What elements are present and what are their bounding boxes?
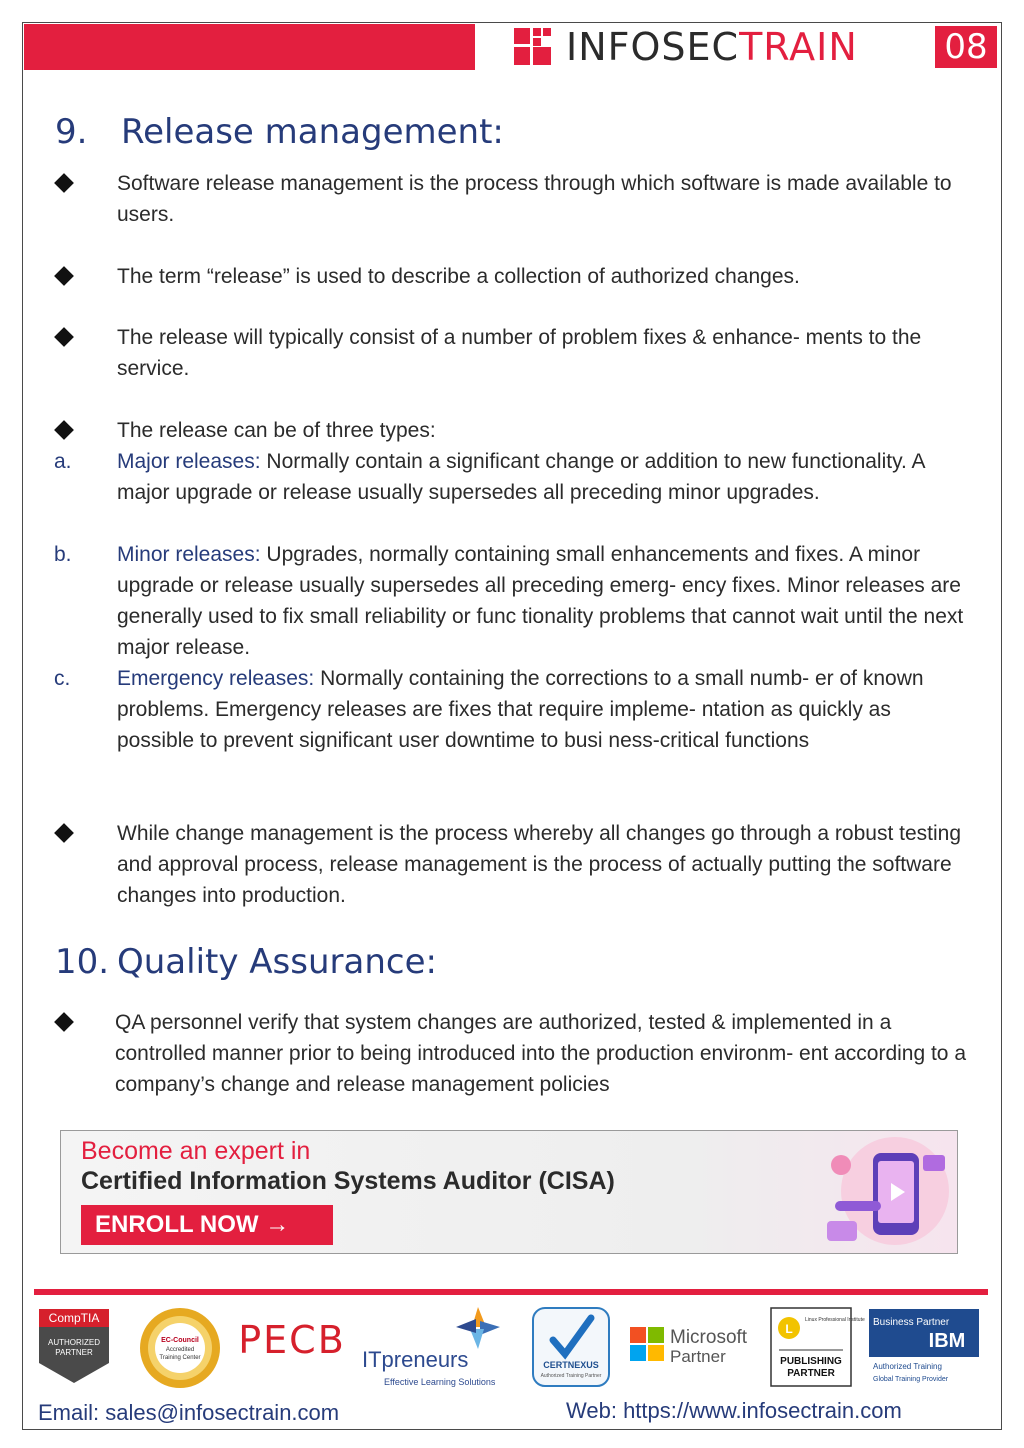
section-heading-release-management	[55, 112, 504, 152]
release-type-emergency	[117, 663, 967, 756]
comptia-name: CompTIA	[48, 1311, 100, 1325]
release-type-label: Minor releases:	[117, 543, 261, 566]
footer-divider	[34, 1289, 988, 1295]
footer-email[interactable]: Email: sales@infosectrain.com	[38, 1400, 340, 1425]
list-letter: c.	[54, 667, 71, 690]
lpi-sub2: PARTNER	[787, 1368, 835, 1379]
microsoft-sub: Partner	[670, 1347, 726, 1366]
bullet-text: The term “release” is used to describe a collection of authorized changes.	[117, 265, 800, 288]
section-number: 9.	[55, 112, 88, 152]
microsoft-name: Microsoft	[670, 1327, 748, 1348]
ec-council-sub2: Training Center	[159, 1355, 201, 1361]
comptia-sub1: AUTHORIZED	[48, 1338, 100, 1347]
bullet-text: While change management is the process whereby all changes go through a robust testing and approval process, release management is the process of actually putting the software changes into production.	[117, 822, 961, 907]
banner-tagline: Become an expert in	[81, 1137, 311, 1165]
bullet-text: The release will typically consist of a number of problem fixes & enhance- ments to the service.	[117, 326, 922, 380]
lpi-sub1: PUBLISHING	[780, 1356, 842, 1367]
lpi-name: Linux Professional Institute	[805, 1317, 865, 1323]
page-number: 08	[935, 26, 997, 68]
comptia-sub2: PARTNER	[55, 1348, 93, 1357]
release-type-major	[117, 446, 967, 508]
itpreneurs-tagline: Effective Learning Solutions	[384, 1377, 496, 1387]
list-letter: b.	[54, 543, 72, 566]
brand-name-infosec: INFOSEC	[566, 25, 740, 69]
bullet-text: QA personnel verify that system changes are authorized, tested & implemented in a controlled manner prior to being introduced into the production environm- ent according to a company’s change and release management policies	[115, 1011, 967, 1096]
section-heading-quality-assurance	[55, 942, 437, 982]
release-type-text: Upgrades, normally containing small enhancements and fixes. A minor upgrade or release usually supersedes all preceding emerg- ency fixes. Minor releases are generally used to fix small reliability or func tionality problems that cannot wait until the next major release.	[117, 543, 964, 659]
itpreneurs-partner-logo	[360, 1305, 520, 1389]
lpi-partner-logo	[768, 1305, 865, 1389]
ibm-name: IBM	[928, 1330, 966, 1352]
release-type-text: Normally contain a significant change or addition to new functionality. A major upgrade or release usually supersedes all preceding minor upgrades.	[117, 450, 925, 504]
banner-course-title: Certified Information Systems Auditor (CISA)	[81, 1167, 615, 1195]
infosectrain-logo	[514, 26, 858, 68]
pecb-partner-logo: PECB	[238, 1318, 346, 1362]
header-red-bar	[24, 24, 475, 70]
microsoft-partner-logo	[626, 1305, 756, 1385]
certnexus-name: CERTNEXUS	[543, 1360, 599, 1370]
logo-mark-icon	[514, 28, 552, 66]
bullet-text: Software release management is the process through which software is made available to users.	[117, 172, 952, 226]
section-number: 10.	[55, 942, 110, 982]
release-type-label: Major releases:	[117, 450, 261, 473]
comptia-partner-logo	[34, 1305, 114, 1385]
ibm-business-partner: Business Partner	[873, 1317, 950, 1328]
bullet-text: The release can be of three types:	[117, 419, 436, 442]
ec-council-name: EC-Council	[161, 1337, 199, 1344]
release-type-text: Normally containing the corrections to a small numb- er of known problems. Emergency releases are fixes that require impleme- ntation as quickly as possible to prevent significant user downtime to busi ness-critical functions	[117, 667, 924, 752]
banner-illustration-icon	[815, 1135, 951, 1249]
release-type-label: Emergency releases:	[117, 667, 315, 690]
cisa-promo-banner[interactable]	[60, 1130, 958, 1254]
ibm-global: Global Training Provider	[873, 1376, 949, 1383]
ibm-authorized: Authorized Training	[873, 1362, 942, 1371]
ec-council-sub1: Accredited	[165, 1347, 195, 1353]
enroll-now-button[interactable]: ENROLL NOW →	[81, 1205, 333, 1245]
brand-name-train: TRAIN	[739, 25, 858, 69]
svg-text:L: L	[785, 1322, 793, 1336]
ec-council-partner-logo	[130, 1305, 230, 1391]
section-title: Quality Assurance:	[117, 942, 437, 982]
release-type-minor	[117, 539, 967, 663]
list-letter: a.	[54, 450, 72, 473]
certnexus-sub: Authorized Training Partner	[540, 1373, 602, 1379]
ibm-partner-logo	[866, 1305, 982, 1389]
certnexus-partner-logo	[530, 1305, 612, 1389]
itpreneurs-name: ITpreneurs	[362, 1347, 469, 1372]
brand-name	[566, 26, 858, 68]
footer-website[interactable]: Web: https://www.infosectrain.com	[566, 1398, 902, 1423]
section-title: Release management:	[121, 112, 504, 152]
